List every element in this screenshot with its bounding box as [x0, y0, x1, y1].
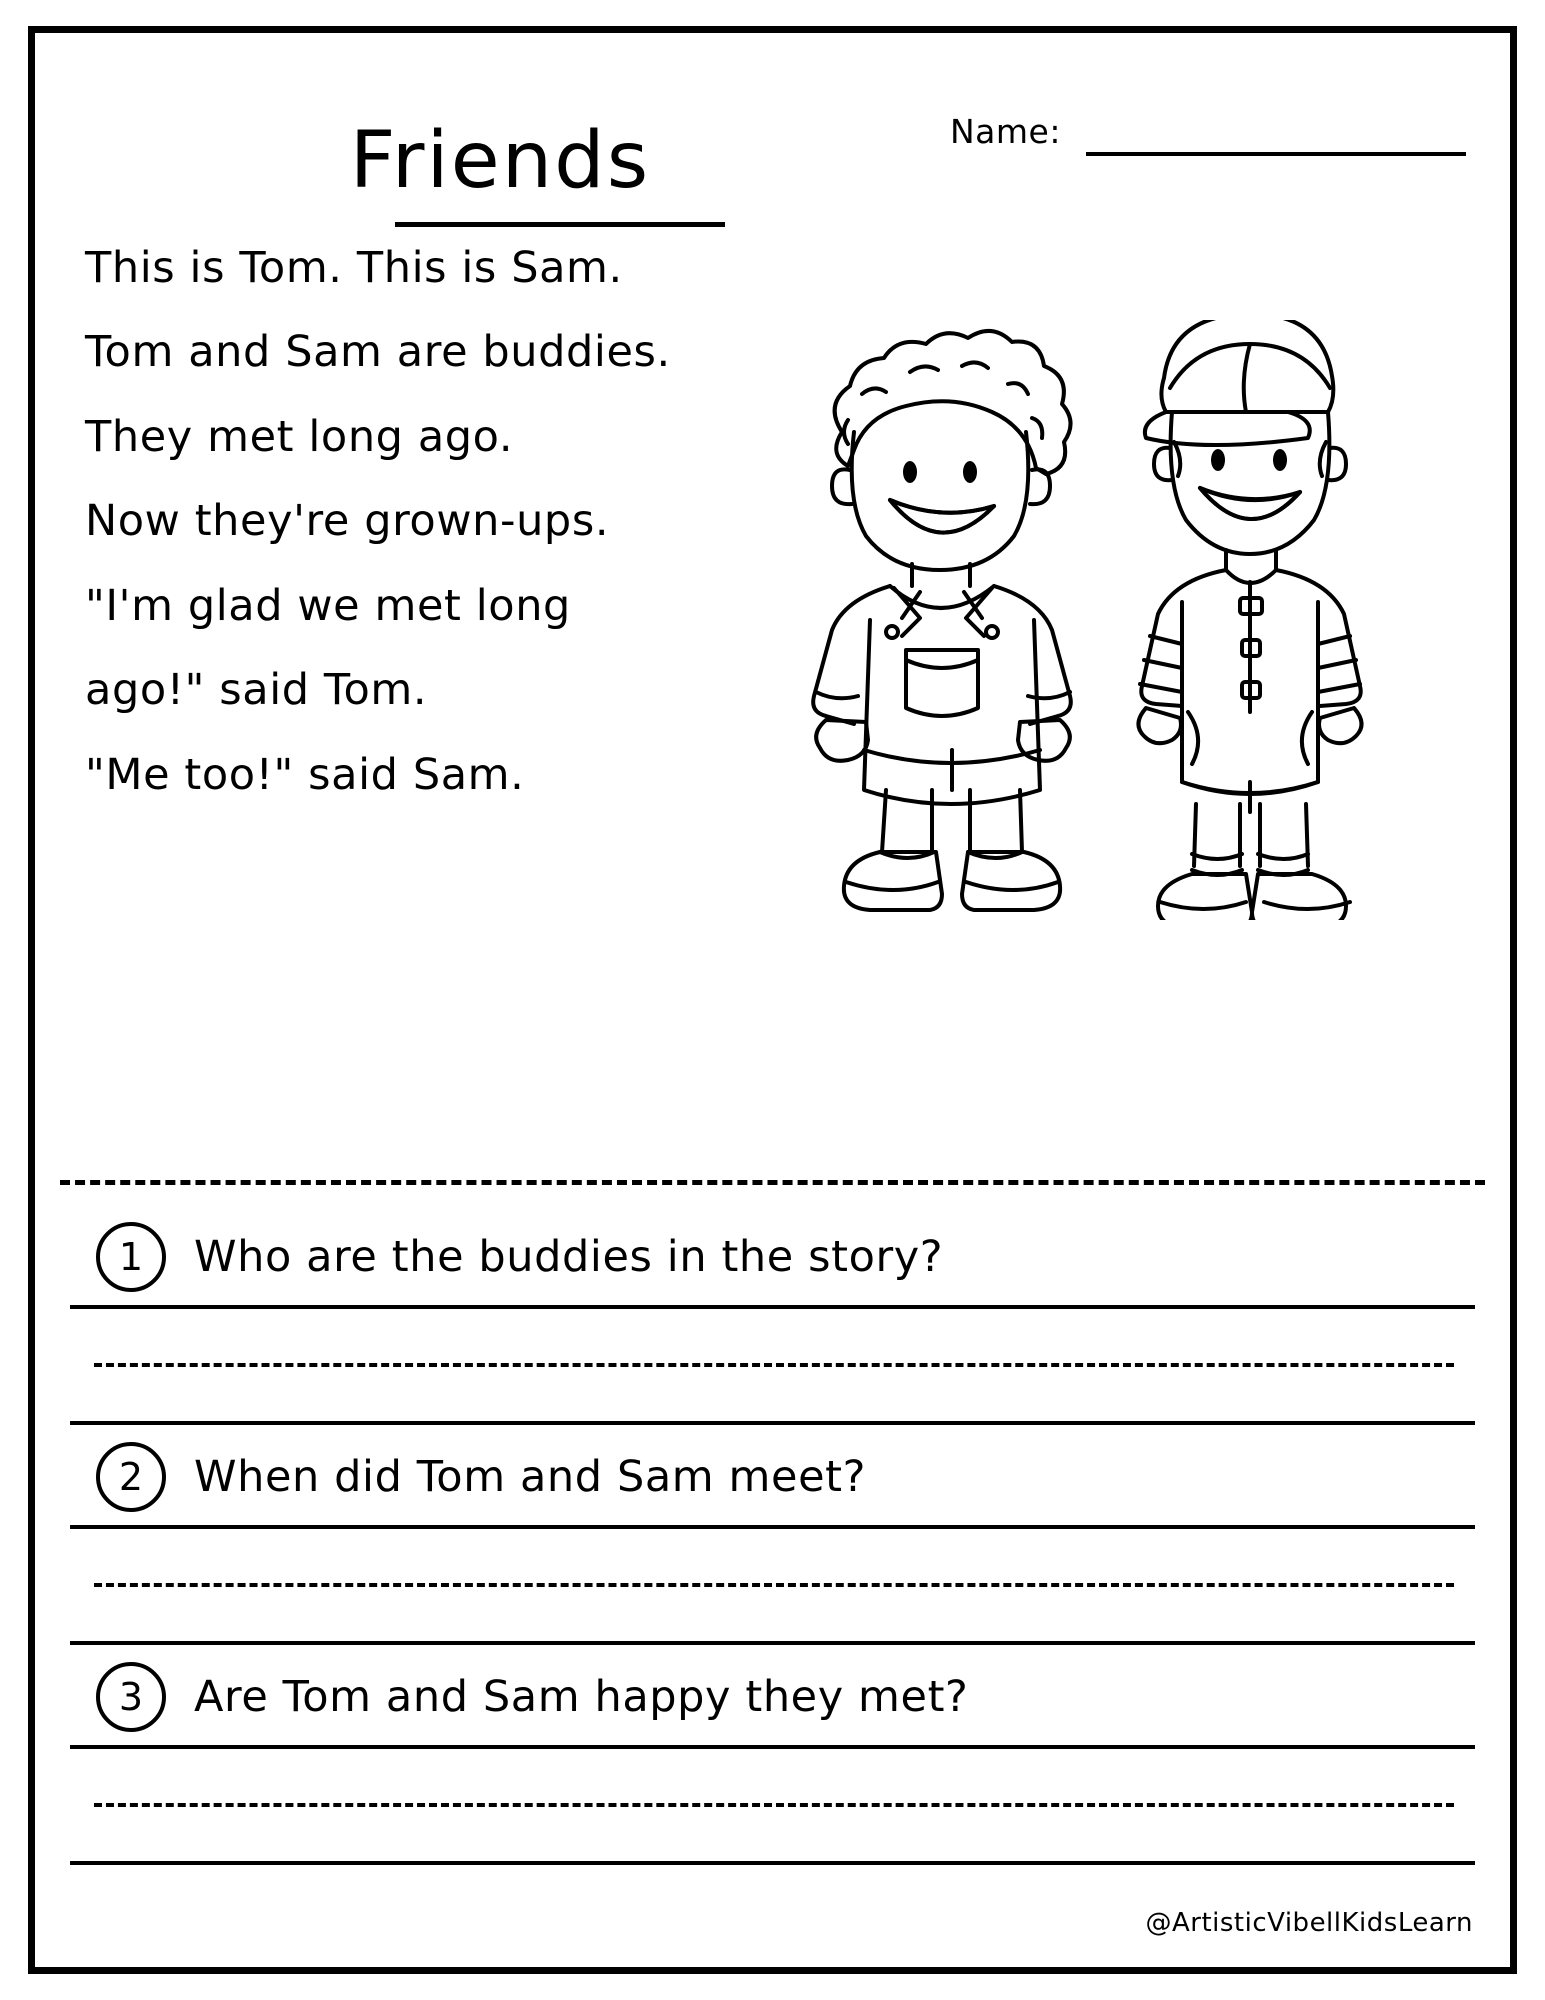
- question-text: Are Tom and Sam happy they met?: [194, 1672, 969, 1722]
- answer-lines-3[interactable]: [60, 1745, 1485, 1871]
- credit-text: @ArtisticVibellKidsLearn: [1145, 1908, 1473, 1938]
- question-row: [60, 1435, 1485, 1519]
- question-number: 1: [96, 1222, 166, 1292]
- page-title: Friends: [349, 116, 651, 206]
- story-line: "Me too!" said Sam.: [85, 749, 525, 800]
- answer-line-top: [70, 1745, 1475, 1749]
- question-number: 3: [96, 1662, 166, 1732]
- story-line: "I'm glad we met long: [85, 580, 571, 631]
- name-label: Name:: [950, 112, 1061, 151]
- two-boys-illustration: [770, 320, 1470, 920]
- question-text: Who are the buddies in the story?: [194, 1232, 944, 1282]
- question-row: [60, 1655, 1485, 1739]
- name-input-line[interactable]: [1086, 152, 1466, 156]
- question-row: [60, 1215, 1485, 1299]
- answer-lines-1[interactable]: [60, 1305, 1485, 1431]
- answer-line-top: [70, 1305, 1475, 1309]
- title-underline: [395, 222, 725, 227]
- boy-tom: [813, 331, 1071, 910]
- question-block-2: [60, 1435, 1485, 1655]
- answer-line-mid: [94, 1803, 1454, 1807]
- story-line: Tom and Sam are buddies.: [85, 327, 671, 378]
- story-line: This is Tom. This is Sam.: [85, 243, 623, 293]
- question-block-3: [60, 1655, 1485, 1875]
- story-line: Now they're grown-ups.: [85, 496, 610, 547]
- section-divider: [60, 1180, 1485, 1185]
- worksheet-header: [70, 70, 1470, 210]
- boy-sam: [1138, 320, 1361, 920]
- answer-line-bottom: [70, 1861, 1475, 1865]
- questions-section: [60, 1215, 1485, 1875]
- story-passage: [85, 245, 805, 836]
- answer-line-bottom: [70, 1641, 1475, 1645]
- answer-line-mid: [94, 1363, 1454, 1367]
- story-line: ago!" said Tom.: [85, 665, 428, 716]
- answer-lines-2[interactable]: [60, 1525, 1485, 1651]
- question-number: 2: [96, 1442, 166, 1512]
- question-text: When did Tom and Sam meet?: [194, 1452, 867, 1502]
- question-block-1: [60, 1215, 1485, 1435]
- story-line: They met long ago.: [85, 411, 514, 462]
- answer-line-mid: [94, 1583, 1454, 1587]
- answer-line-top: [70, 1525, 1475, 1529]
- answer-line-bottom: [70, 1421, 1475, 1425]
